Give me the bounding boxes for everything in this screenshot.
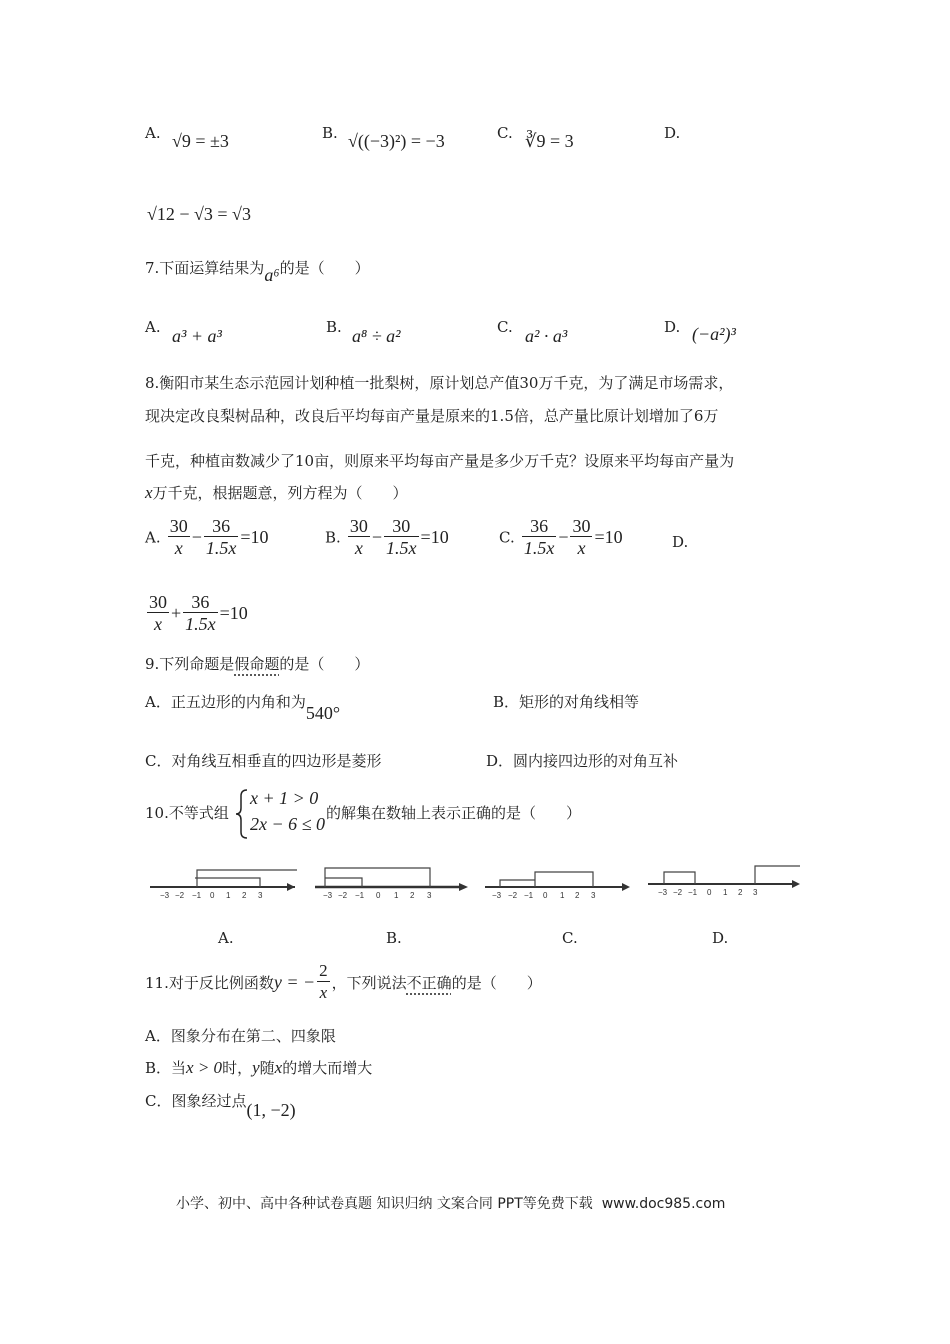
q8-option-d-label: D. xyxy=(672,533,689,551)
q8-d-f2-numerator: 36 xyxy=(183,592,218,613)
q10-number-lines xyxy=(140,860,810,910)
q11-stem-mid: ，下列说法 xyxy=(331,973,407,992)
b-tick-2: 2 xyxy=(410,891,415,900)
q7-option-d-label: D. xyxy=(664,318,681,336)
q8-line-1: 8.衡阳市某生态示范园计划种植一批梨树，原计划总产值30万千克，为了满足市场需求， xyxy=(145,374,734,392)
d-tick-1: 1 xyxy=(723,888,728,897)
q8-c-fraction-2 xyxy=(570,516,592,559)
q8-b-f1-numerator: 30 xyxy=(349,516,368,536)
c-tick-n2: −2 xyxy=(508,891,518,900)
q8-d-f1-denominator: x xyxy=(154,614,162,634)
q8-option-c xyxy=(499,516,623,559)
q8-b-f2-numerator: 30 xyxy=(384,516,419,537)
d-tick-0: 0 xyxy=(707,888,712,897)
q11-stem-text: 11.对于反比例函数 xyxy=(145,973,274,992)
c-tick-2: 2 xyxy=(575,891,580,900)
number-line-b xyxy=(315,868,468,900)
q8-b-fraction-1 xyxy=(348,516,370,559)
q8-a-f1-denominator: x xyxy=(174,538,183,558)
footer-url[interactable]: www.doc985.com xyxy=(601,1196,726,1212)
q8-d-fraction-1 xyxy=(147,592,169,635)
q8-a-equals: =10 xyxy=(240,527,269,547)
q9-stem-tail: 的是（ ） xyxy=(279,655,370,673)
q8-b-operator: − xyxy=(371,527,383,547)
a-tick-1: 1 xyxy=(226,891,231,900)
q10-option-c-label: C. xyxy=(562,929,578,947)
q9-stem xyxy=(145,653,369,674)
d-tick-n2: −2 xyxy=(673,888,683,897)
q8-c-equals: =10 xyxy=(594,527,623,547)
q10-stem-post: 的解集在数轴上表示正确的是（ ） xyxy=(326,804,582,822)
q8-var-x: x xyxy=(145,483,153,502)
c-tick-3: 3 xyxy=(591,891,596,900)
q8-d-f1-numerator: 30 xyxy=(149,592,167,612)
q11-b-mid-2: 随 xyxy=(259,1059,275,1077)
q10-stem-pre: 10.不等式组 xyxy=(145,804,229,822)
q9-option-d: D．圆内接四边形的对角互补 xyxy=(486,752,679,770)
q11-b-math-2: y xyxy=(252,1058,260,1077)
q6-option-a-label: A. xyxy=(145,124,161,142)
q8-option-b-label: B. xyxy=(325,528,341,547)
q11-b-math-1: x > 0 xyxy=(186,1058,223,1077)
b-tick-1: 1 xyxy=(394,891,399,900)
q11-stem xyxy=(145,958,542,1006)
q10-inequality-2: 2x − 6 ≤ 0 xyxy=(250,814,326,834)
q8-b-f1-denominator: x xyxy=(354,538,363,558)
q7-option-a-label: A. xyxy=(145,318,161,336)
q8-a-operator: − xyxy=(191,527,202,547)
q8-d-equals: =10 xyxy=(219,603,248,623)
q11-b-pre: B．当 xyxy=(145,1059,187,1077)
q8-b-equals: =10 xyxy=(420,527,449,547)
q11-b-post: 的增大而增大 xyxy=(282,1059,373,1077)
q7-stem xyxy=(145,257,370,285)
q10-option-d-label: D. xyxy=(712,929,729,947)
q8-c-f2-denominator: x xyxy=(577,538,586,558)
q7-option-d-expr: (−a²)³ xyxy=(692,324,736,344)
q8-option-c-label: C. xyxy=(499,528,515,547)
q11-stem-emphasis: 不正确 xyxy=(406,973,452,992)
d-tick-n1: −1 xyxy=(688,888,698,897)
q8-a-f1-numerator: 30 xyxy=(169,516,188,536)
q8-option-b xyxy=(325,516,449,559)
q8-d-f2-denominator: 1.5x xyxy=(185,614,216,634)
c-tick-1: 1 xyxy=(560,891,565,900)
q6-option-d-label: D. xyxy=(664,124,681,142)
page-footer xyxy=(176,1193,725,1213)
q11-option-b xyxy=(145,1057,372,1078)
q11-b-mid: 时， xyxy=(222,1059,253,1077)
d-tick-n3: −3 xyxy=(658,888,668,897)
q7-stem-text: 7.下面运算结果为 xyxy=(145,259,265,277)
q9-option-a-math: 540° xyxy=(305,703,341,723)
q10-option-a-label: A. xyxy=(218,929,234,947)
a-tick-0: 0 xyxy=(210,891,215,900)
q10-option-b-label: B. xyxy=(386,929,402,947)
q8-a-f2-denominator: 1.5x xyxy=(205,538,237,558)
number-line-d xyxy=(648,866,800,897)
q8-a-fraction-1 xyxy=(168,516,190,559)
q8-a-f2-numerator: 36 xyxy=(204,516,239,537)
b-tick-n3: −3 xyxy=(323,891,333,900)
brace-icon xyxy=(235,788,249,840)
q8-d-fraction-2 xyxy=(183,592,218,635)
q11-option-c xyxy=(145,1090,296,1120)
q8-c-f1-numerator: 36 xyxy=(522,516,557,537)
q8-line-4-text: 万千克，根据题意，列方程为（ ） xyxy=(152,484,408,502)
q8-line-3: 千克，种植亩数减少了10亩，则原来平均每亩产量是多少万千克？设原来平均每亩产量为 xyxy=(145,452,735,470)
q7-stem-math: a⁶ xyxy=(264,265,280,285)
q10-inequality-1: x + 1 > 0 xyxy=(250,788,319,808)
q8-c-f1-denominator: 1.5x xyxy=(523,538,555,558)
q7-option-c-label: C. xyxy=(497,318,513,336)
q8-d-operator: + xyxy=(171,603,182,623)
q7-option-b-label: B. xyxy=(326,318,342,336)
number-line-c xyxy=(485,872,630,900)
q6-option-d-expr: √12 − √3 = √3 xyxy=(147,204,251,224)
q6-option-b-label: B. xyxy=(322,124,338,142)
q11-option-a: A．图象分布在第二、四象限 xyxy=(145,1027,336,1045)
q8-b-f2-denominator: 1.5x xyxy=(386,538,417,558)
q7-option-b-expr: a⁸ ÷ a² xyxy=(352,326,401,346)
q8-a-fraction-2 xyxy=(204,516,239,559)
q11-b-math-3: x xyxy=(274,1058,283,1077)
q8-b-fraction-2 xyxy=(384,516,419,559)
q6-option-c-label: C. xyxy=(497,124,513,142)
q9-option-c: C．对角线互相垂直的四边形是菱形 xyxy=(145,752,382,770)
q8-line-4 xyxy=(145,482,408,503)
q8-c-f2-numerator: 30 xyxy=(572,516,591,536)
q11-option-c-text: C．图象经过点 xyxy=(145,1092,247,1110)
q8-c-operator: − xyxy=(558,527,569,547)
q8-option-d xyxy=(145,592,248,635)
b-tick-0: 0 xyxy=(376,891,381,900)
c-tick-n1: −1 xyxy=(524,891,534,900)
c-tick-0: 0 xyxy=(543,891,548,900)
q11-func-denominator: x xyxy=(319,982,328,1002)
q11-func-lhs: y = − xyxy=(273,971,316,992)
q8-option-a xyxy=(145,516,269,559)
q8-c-fraction-1 xyxy=(522,516,557,559)
q9-stem-text: 9.下列命题是 xyxy=(145,655,235,673)
q10-inequality-system xyxy=(235,788,325,840)
a-tick-3: 3 xyxy=(258,891,263,900)
q6-option-b-expr: √((−3)²) = −3 xyxy=(348,131,445,151)
number-line-a xyxy=(150,870,297,900)
q6-option-a-expr: √9 = ±3 xyxy=(172,131,229,151)
b-tick-n1: −1 xyxy=(355,891,365,900)
q9-option-a xyxy=(145,691,341,723)
footer-text: 小学、初中、高中各种试卷真题 知识归纳 文案合同 PPT等免费下载 xyxy=(176,1196,593,1212)
b-tick-n2: −2 xyxy=(338,891,348,900)
q11-func-fraction xyxy=(317,961,330,1004)
q11-stem-tail: 的是（ ） xyxy=(451,973,542,992)
q7-option-a-expr: a³ + a³ xyxy=(172,326,222,346)
a-tick-n2: −2 xyxy=(175,891,185,900)
d-tick-2: 2 xyxy=(738,888,743,897)
b-tick-3: 3 xyxy=(427,891,432,900)
q7-stem-tail: 的是（ ） xyxy=(279,259,370,277)
c-tick-n3: −3 xyxy=(492,891,502,900)
q6-option-c-expr: ∛9 = 3 xyxy=(525,131,574,151)
d-tick-3: 3 xyxy=(753,888,758,897)
q11-option-c-math: (1, −2) xyxy=(246,1100,296,1120)
q11-func-numerator: 2 xyxy=(319,960,328,980)
a-tick-n1: −1 xyxy=(192,891,202,900)
q8-option-a-label: A. xyxy=(145,528,161,547)
q9-option-a-text: A．正五边形的内角和为 xyxy=(145,693,306,711)
q8-line-2: 现决定改良梨树品种，改良后平均每亩产量是原来的1.5倍，总产量比原计划增加了6万 xyxy=(145,407,719,425)
a-tick-2: 2 xyxy=(242,891,247,900)
q9-option-b: B．矩形的对角线相等 xyxy=(493,693,640,711)
q9-stem-emphasis: 假命题 xyxy=(234,655,280,673)
q7-option-c-expr: a² · a³ xyxy=(525,326,568,346)
a-tick-n3: −3 xyxy=(160,891,170,900)
